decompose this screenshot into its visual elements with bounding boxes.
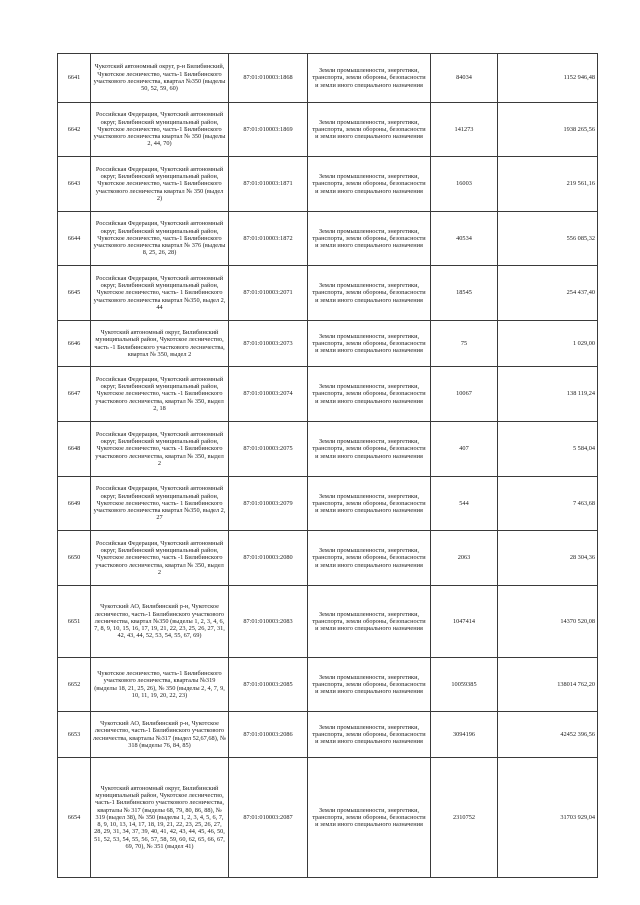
row-land-category: Земли промышленности, энергетики, транспорта, земли обороны, безопасности и земли иного специального назначения xyxy=(308,266,431,321)
row-area: 10059385 xyxy=(431,658,498,712)
row-cadastral-cost: 219 561,16 xyxy=(498,157,598,212)
table-row xyxy=(58,758,598,878)
table-row xyxy=(58,266,598,321)
row-number: 6651 xyxy=(58,586,91,658)
row-number: 6649 xyxy=(58,477,91,531)
row-address: Российская Федерация, Чукотский автономный округ, Билибинский муниципальный район, Чукотское лесничество, часть -1 Билибинского участкового лесничества, квартал № 350, выдел 2 xyxy=(91,531,229,586)
row-address: Российская Федерация, Чукотский автономный округ, Билибинский муниципальный район, Чукотское лесничество, часть-1 Билибинского участкового лесничества квартал № 350 (выделы 2, 44, 70) xyxy=(91,103,229,157)
row-area: 10067 xyxy=(431,367,498,422)
row-number: 6645 xyxy=(58,266,91,321)
row-address: Российская Федерация, Чукотский автономный округ, Билибинский муниципальный район, Чукотское лесничество, часть-1 Билибинского участкового лесничества квартал № 376 (выделы 8, 25, 26, 28) xyxy=(91,212,229,266)
row-number: 6642 xyxy=(58,103,91,157)
row-number: 6650 xyxy=(58,531,91,586)
row-cadastral-number: 87:01:010003:1872 xyxy=(229,212,308,266)
row-land-category: Земли промышленности, энергетики, транспорта, земли обороны, безопасности и земли иного специального назначения xyxy=(308,157,431,212)
row-land-category: Земли промышленности, энергетики, транспорта, земли обороны, безопасности и земли иного специального назначения xyxy=(308,422,431,477)
row-land-category: Земли промышленности, энергетики, транспорта, земли обороны, безопасности и земли иного специального назначения xyxy=(308,367,431,422)
row-number: 6641 xyxy=(58,54,91,103)
row-land-category: Земли промышленности, энергетики, транспорта, земли обороны, безопасности и земли иного специального назначения xyxy=(308,531,431,586)
row-cadastral-cost: 1 029,00 xyxy=(498,321,598,367)
table-row xyxy=(58,586,598,658)
land-registry-table xyxy=(57,53,598,878)
row-cadastral-number: 87:01:010003:2083 xyxy=(229,586,308,658)
row-address: Чукотский автономный округ, р-н Билибинский, Чукотское лесничество, часть-1 Билибинского участкового лесничества, квартал №350 (выделы 50, 52, 59, 60) xyxy=(91,54,229,103)
row-cadastral-cost: 31703 929,04 xyxy=(498,758,598,878)
table-row xyxy=(58,157,598,212)
row-cadastral-number: 87:01:010003:1871 xyxy=(229,157,308,212)
row-area: 2063 xyxy=(431,531,498,586)
row-address: Российская Федерация, Чукотский автономный округ, Билибинский муниципальный район, Чукотское лесничество, часть- 1 Билибинского участкового лесничества квартал №350, выдел 2, 27 xyxy=(91,477,229,531)
row-cadastral-cost: 556 085,32 xyxy=(498,212,598,266)
row-cadastral-cost: 14370 520,08 xyxy=(498,586,598,658)
row-cadastral-cost: 1152 946,48 xyxy=(498,54,598,103)
table-row xyxy=(58,531,598,586)
row-cadastral-cost: 42452 396,56 xyxy=(498,712,598,758)
row-address: Российская Федерация, Чукотский автономный округ, Билибинский муниципальный район, Чукотское лесничество, часть- 1 Билибинского участкового лесничества квартал №350, выдел 2, 44 xyxy=(91,266,229,321)
row-area: 141273 xyxy=(431,103,498,157)
row-cadastral-cost: 5 584,04 xyxy=(498,422,598,477)
row-cadastral-cost: 7 463,68 xyxy=(498,477,598,531)
row-area: 544 xyxy=(431,477,498,531)
row-address: Российская Федерация, Чукотский автономный округ, Билибинский муниципальный район, Чукотское лесничество, часть -1 Билибинского участкового лесничества, квартал № 350, выдел 2 xyxy=(91,422,229,477)
row-address: Чукотский АО, Билибинский р-н, Чукотское лесничество, часть-1 Билибинского участкового лесничества, квартал №350 (выделы 1, 2, 3, 4, 6, 7, 8, 9, 10, 15, 16, 17, 19, 21, 22, 23, 25, 26, 27, 31, 42, 43, 44, 52, 53, 54, 55, 67, 69) xyxy=(91,586,229,658)
row-address: Чукотское лесничество, часть-1 Билибинского участкового лесничества, кварталы №319 (выделы 18, 21, 25, 26), № 350 (выделы 2, 4, 7, 9, 10, 11, 19, 20, 22, 23) xyxy=(91,658,229,712)
row-cadastral-number: 87:01:010003:2071 xyxy=(229,266,308,321)
row-area: 75 xyxy=(431,321,498,367)
row-address: Российская Федерация, Чукотский автономный округ, Билибинский муниципальный район, Чукотское лесничество, часть-1 Билибинского участкового лесничества квартал № 350 (выдел 2) xyxy=(91,157,229,212)
table-row xyxy=(58,367,598,422)
table-row xyxy=(58,54,598,103)
row-cadastral-cost: 1938 265,56 xyxy=(498,103,598,157)
row-area: 1047414 xyxy=(431,586,498,658)
row-land-category: Земли промышленности, энергетики, транспорта, земли обороны, безопасности и земли иного специального назначения xyxy=(308,586,431,658)
row-cadastral-cost: 138014 762,20 xyxy=(498,658,598,712)
row-address: Чукотский АО, Билибинский р-н, Чукотское лесничество, часть-1 Билибинского участкового лесничества, кварталы №317 (выдел 52,67,68), № 318 (выделы 76, 84, 85) xyxy=(91,712,229,758)
row-cadastral-number: 87:01:010003:1869 xyxy=(229,103,308,157)
row-cadastral-cost: 254 437,40 xyxy=(498,266,598,321)
row-area: 40534 xyxy=(431,212,498,266)
row-number: 6653 xyxy=(58,712,91,758)
row-area: 84034 xyxy=(431,54,498,103)
row-cadastral-number: 87:01:010003:2085 xyxy=(229,658,308,712)
row-cadastral-cost: 28 304,36 xyxy=(498,531,598,586)
row-cadastral-number: 87:01:010003:2075 xyxy=(229,422,308,477)
row-area: 2310752 xyxy=(431,758,498,878)
row-number: 6648 xyxy=(58,422,91,477)
row-land-category: Земли промышленности, энергетики, транспорта, земли обороны, безопасности и земли иного специального назначения xyxy=(308,477,431,531)
table-row xyxy=(58,477,598,531)
row-land-category: Земли промышленности, энергетики, транспорта, земли обороны, безопасности и земли иного специального назначения xyxy=(308,54,431,103)
row-area: 407 xyxy=(431,422,498,477)
table-row xyxy=(58,212,598,266)
row-number: 6647 xyxy=(58,367,91,422)
row-number: 6644 xyxy=(58,212,91,266)
row-land-category: Земли промышленности, энергетики, транспорта, земли обороны, безопасности и земли иного специального назначения xyxy=(308,712,431,758)
row-cadastral-number: 87:01:010003:2087 xyxy=(229,758,308,878)
table-row xyxy=(58,422,598,477)
row-land-category: Земли промышленности, энергетики, транспорта, земли обороны, безопасности и земли иного специального назначения xyxy=(308,103,431,157)
row-cadastral-number: 87:01:010003:2073 xyxy=(229,321,308,367)
row-number: 6643 xyxy=(58,157,91,212)
row-number: 6654 xyxy=(58,758,91,878)
row-address: Чукотский автономный округ, Билибинский муниципальный район, Чукотское лесничество, часть -1 Билибинского участкового лесничества, квартал № 350, выдел 2 xyxy=(91,321,229,367)
row-area: 16003 xyxy=(431,157,498,212)
row-cadastral-number: 87:01:010003:2074 xyxy=(229,367,308,422)
row-area: 18545 xyxy=(431,266,498,321)
row-cadastral-number: 87:01:010003:2080 xyxy=(229,531,308,586)
row-land-category: Земли промышленности, энергетики, транспорта, земли обороны, безопасности и земли иного специального назначения xyxy=(308,321,431,367)
table-row xyxy=(58,712,598,758)
row-area: 3094196 xyxy=(431,712,498,758)
row-land-category: Земли промышленности, энергетики, транспорта, земли обороны, безопасности и земли иного специального назначения xyxy=(308,758,431,878)
row-cadastral-cost: 138 119,24 xyxy=(498,367,598,422)
row-cadastral-number: 87:01:010003:2086 xyxy=(229,712,308,758)
row-number: 6646 xyxy=(58,321,91,367)
row-land-category: Земли промышленности, энергетики, транспорта, земли обороны, безопасности и земли иного специального назначения xyxy=(308,658,431,712)
row-cadastral-number: 87:01:010003:1868 xyxy=(229,54,308,103)
table-row xyxy=(58,321,598,367)
row-address: Чукотский автономный округ, Билибинский муниципальный район, Чукотское лесничество, часть-1 Билибинского участкового лесничества, кварталы № 317 (выделы 68, 79, 80, 86, 88), № 319 (выдел 38), № 350 (выделы 1, 2, 3, 4, 5, 6, 7, 8, 9, 10, 13, 14, 17, 18, 19, 21, 22, 23, 25, 26, 27, 28, 29, 31, 34, 37, 39, 40, 41, 42, 43, 44, 45, 46, 50, 51, 52, 53, 54, 55, 56, 57, 58, 59, 60, 62, 65, 66, 67, 69, 70), № 351 (выдел 41) xyxy=(91,758,229,878)
table-row xyxy=(58,658,598,712)
row-land-category: Земли промышленности, энергетики, транспорта, земли обороны, безопасности и земли иного специального назначения xyxy=(308,212,431,266)
table-row xyxy=(58,103,598,157)
table-body xyxy=(58,54,598,878)
row-number: 6652 xyxy=(58,658,91,712)
row-cadastral-number: 87:01:010003:2079 xyxy=(229,477,308,531)
row-address: Российская Федерация, Чукотский автономный округ, Билибинский муниципальный район, Чукотское лесничество, часть -1 Билибинского участкового лесничества, квартал № 350, выдел 2, 18 xyxy=(91,367,229,422)
